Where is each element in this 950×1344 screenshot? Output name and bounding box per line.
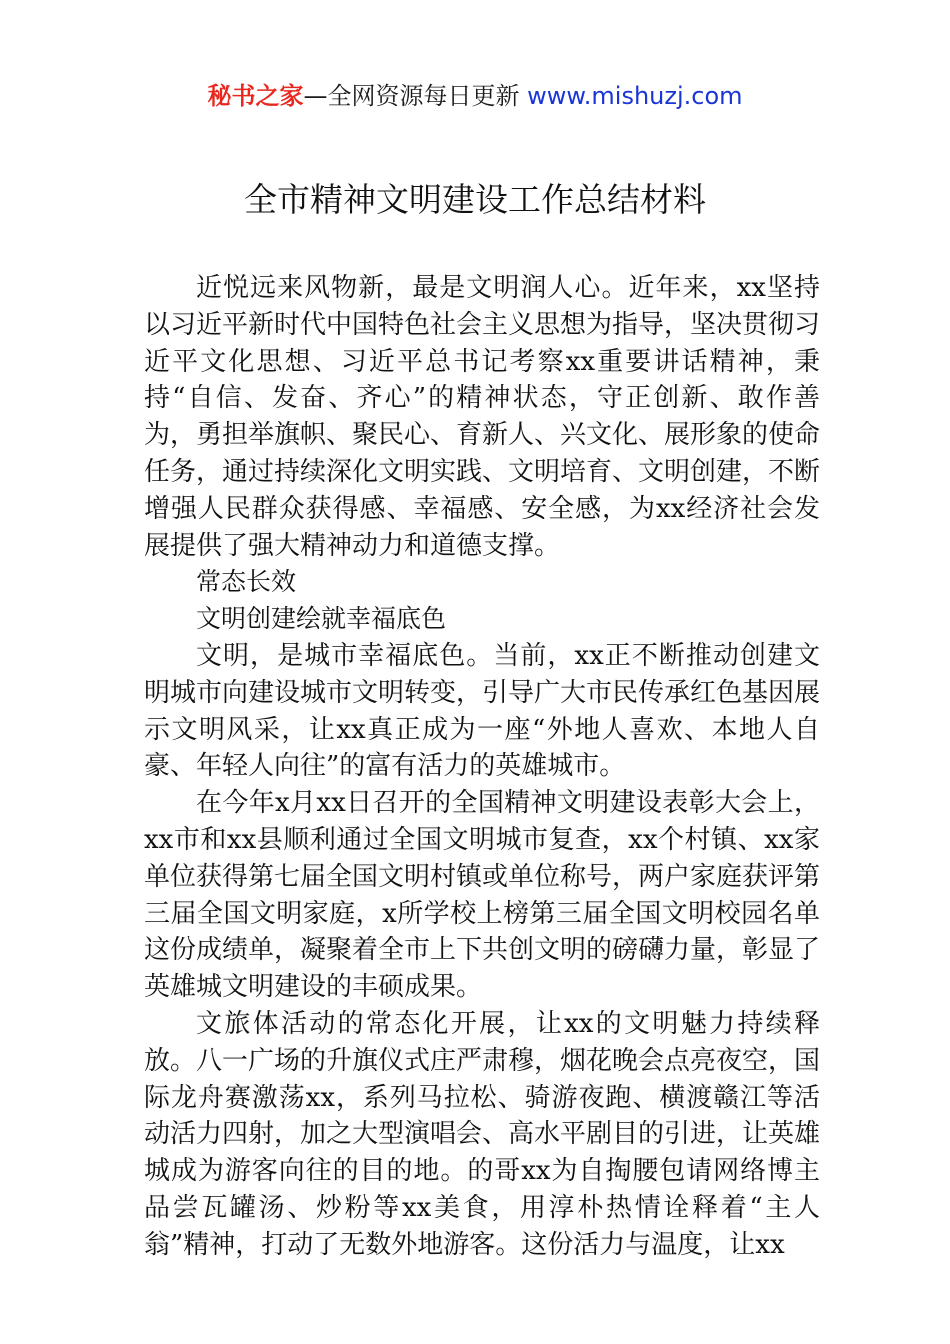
paragraph-activities: 文旅体活动的常态化开展，让xx的文明魅力持续释放。八一广场的升旗仪式庄严肃穆，烟花晚会点亮夜空，国际龙舟赛激荡xx，系列马拉松、骑游夜跑、横渡赣江等活动活力四射，加之大型演唱会、高水平剧目的引进，让英雄城成为游客向往的目的地。的哥xx为自掏腰包请网络博主品尝瓦罐汤、炒粉等xx美食，用淳朴热情诠释着“主人翁”精神，打动了无数外地游客。这份活力与温度，让xx [144,1008,821,1260]
site-slogan: —全网资源每日更新 [303,82,520,110]
site-url-link[interactable]: www.mishuzj.com [527,82,743,110]
document-title: 全市精神文明建设工作总结材料 [244,180,706,219]
section-heading: 常态长效 [196,567,297,597]
document-body [144,270,820,1264]
paragraph-intro: 近悦远来风物新，最是文明润人心。近年来，xx坚持以习近平新时代中国特色社会主义思想为指导，坚决贯彻习近平文化思想、习近平总书记考察xx重要讲话精神，秉持“自信、发奋、齐心”的精神状态，守正创新、敢作善为，勇担举旗帜、聚民心、育新人、兴文化、展形象的使命任务，通过持续深化文明实践、文明培育、文明创建，不断增强人民群众获得感、幸福感、安全感，为xx经济社会发展提供了强大精神动力和道德支撑。 [144,273,821,561]
section-subheading: 文明创建绘就幸福底色 [196,604,447,634]
site-header [0,80,950,112]
paragraph-awards: 在今年x月xx日召开的全国精神文明建设表彰大会上，xx市和xx县顺利通过全国文明城市复查，xx个村镇、xx家单位获得第七届全国文明村镇或单位称号，两户家庭获评第三届全国文明家庭，x所学校上榜第三届全国文明校园名单这份成绩单，凝聚着全市上下共创文明的磅礴力量，彰显了英雄城文明建设的丰硕成果。 [144,788,821,1003]
paragraph-civilization: 文明，是城市幸福底色。当前，xx正不断推动创建文明城市向建设城市文明转变，引导广大市民传承红色基因展示文明风采，让xx真正成为一座“外地人喜欢、本地人自豪、年轻人向往”的富有活力的英雄城市。 [144,640,821,782]
site-brand: 秘书之家 [207,82,304,110]
